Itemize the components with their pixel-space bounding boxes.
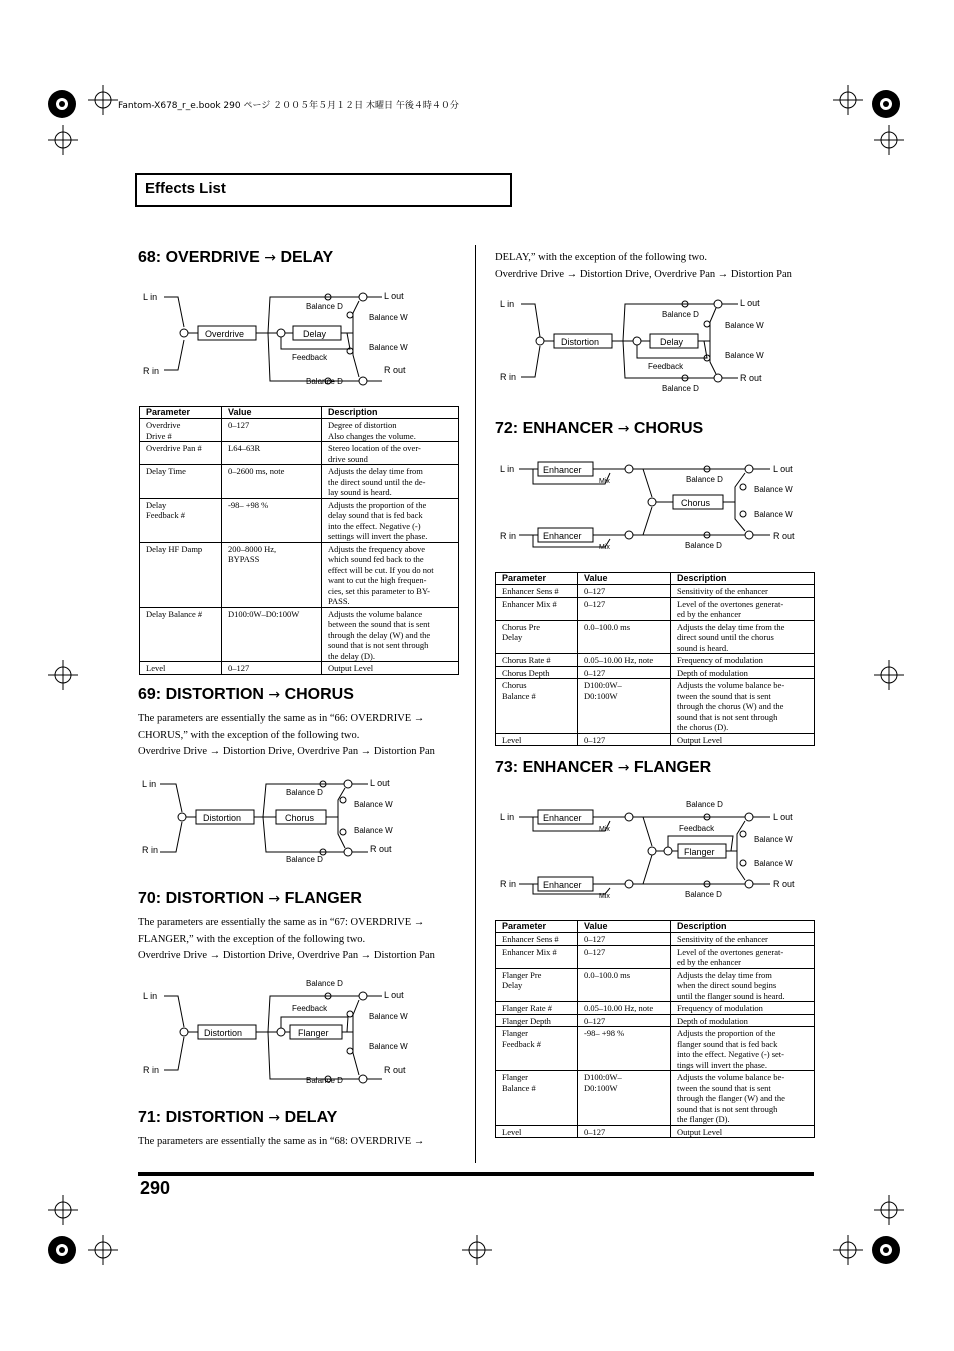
description-cell: Adjusts the frequency above which sound fed back to the effect will be cut. If you do not want to cut the high frequen- cies, set this parameter to BY- PASS.	[322, 542, 459, 607]
table-row	[496, 679, 815, 734]
diagram-label: Feedback	[292, 353, 328, 362]
diagram-label: L in	[500, 299, 515, 309]
param-cell: Flanger Balance #	[496, 1071, 578, 1126]
diagram-label: L out	[384, 990, 404, 1000]
table-row	[140, 662, 459, 675]
crosshair-mark	[833, 1235, 863, 1265]
parameter-table-68	[139, 406, 459, 675]
crosshair-mark	[462, 1235, 492, 1265]
diagram-label: Mix	[599, 893, 610, 900]
table-row	[140, 419, 459, 442]
param-cell: Enhancer Sens #	[496, 585, 578, 598]
param-cell: Delay Balance #	[140, 607, 222, 662]
description-cell: Depth of modulation	[671, 1014, 815, 1027]
crosshair-mark	[88, 85, 118, 115]
diagram-label: L in	[143, 292, 158, 302]
value-cell: 0–127	[222, 419, 322, 442]
param-cell: Level	[140, 662, 222, 675]
file-header-line: Fantom-X678_r_e.book 290 ページ ２００５年５月１２日 木曜日 午後４時４０分	[118, 101, 459, 111]
param-cell: Chorus Balance #	[496, 679, 578, 734]
diagram-label: Balance W	[369, 1042, 408, 1051]
column-header: Parameter	[496, 921, 578, 933]
crosshair-mark	[874, 125, 904, 155]
column-header: Value	[578, 921, 671, 933]
diagram-block: Flanger	[298, 1028, 329, 1038]
description-cell: Sensitivity of the enhancer	[671, 585, 815, 598]
diagram-label: Balance D	[306, 1076, 343, 1085]
value-cell: 0–127	[578, 1014, 671, 1027]
diagram-label: R out	[384, 1065, 406, 1075]
table-row	[496, 597, 815, 620]
diagram-block: Enhancer	[543, 465, 582, 475]
diagram-label: Balance W	[369, 343, 408, 352]
diagram-label: Balance W	[369, 1012, 408, 1021]
diagram-label: Balance W	[754, 485, 793, 494]
table-row	[140, 465, 459, 499]
description-cell: Adjusts the proportion of the delay sound that is fed back into the effect. Negative (-) settings will invert the phase.	[322, 498, 459, 542]
diagram-label: Balance W	[354, 826, 393, 835]
diagram-label: Balance D	[286, 855, 323, 864]
heading-68: 68: OVERDRIVE → DELAY	[138, 249, 334, 266]
paragraph: Overdrive Drive → Distortion Drive, Overdrive Pan → Distortion Pan	[138, 950, 435, 961]
diagram-label: L in	[500, 464, 515, 474]
value-cell: L64–63R	[222, 442, 322, 465]
param-cell: Flanger Depth	[496, 1014, 578, 1027]
table-row	[140, 542, 459, 607]
diagram-label: R out	[740, 373, 762, 383]
diagram-label: L in	[500, 812, 515, 822]
registration-mark-top-right	[866, 80, 906, 125]
heading-72: 72: ENHANCER → CHORUS	[495, 420, 704, 437]
footer-rule	[138, 1172, 814, 1176]
column-header: Parameter	[140, 407, 222, 419]
description-cell: Adjusts the volume balance between the sound that is sent through the delay (W) and the sound that is not sent through the delay (D).	[322, 607, 459, 662]
diagram-label: L out	[773, 464, 793, 474]
param-cell: Delay HF Damp	[140, 542, 222, 607]
paragraph: The parameters are essentially the same as in “68: OVERDRIVE →	[138, 1136, 425, 1147]
diagram-block: Enhancer	[543, 531, 582, 541]
param-cell: Overdrive Pan #	[140, 442, 222, 465]
paragraph: The parameters are essentially the same as in “67: OVERDRIVE → FLANGER,” with the exception of the following two.	[138, 917, 425, 945]
value-cell: 0.0–100.0 ms	[578, 620, 671, 654]
diagram-block: Chorus	[285, 813, 315, 823]
diagram-label: L out	[740, 298, 760, 308]
param-cell: Level	[496, 733, 578, 746]
table-row	[140, 498, 459, 542]
heading-69: 69: DISTORTION → CHORUS	[138, 686, 354, 703]
parameter-table-73	[495, 920, 815, 1138]
table-row	[140, 607, 459, 662]
column-header: Description	[322, 407, 459, 419]
diagram-label: R out	[773, 531, 795, 541]
description-cell: Adjusts the volume balance be- tween the sound that is sent through the flanger (W) and the sound that is not sent through the flanger (D).	[671, 1071, 815, 1126]
description-cell: Output Level	[671, 733, 815, 746]
value-cell: -98– +98 %	[222, 498, 322, 542]
value-cell: 0–127	[578, 733, 671, 746]
column-header: Description	[671, 921, 815, 933]
description-cell: Adjusts the delay time from when the direct sound begins until the flanger sound is heard.	[671, 968, 815, 1002]
diagram-label: Balance D	[306, 302, 343, 311]
param-cell: Delay Feedback #	[140, 498, 222, 542]
diagram-label: R in	[142, 845, 159, 855]
description-cell: Level of the overtones generat- ed by the enhancer	[671, 945, 815, 968]
description-cell: Degree of distortion Also changes the volume.	[322, 419, 459, 442]
value-cell: 0–127	[222, 662, 322, 675]
registration-mark-bottom-left	[40, 1228, 80, 1273]
paragraph: Overdrive Drive → Distortion Drive, Overdrive Pan → Distortion Pan	[138, 746, 435, 757]
diagram-label: R out	[370, 844, 392, 854]
table-row	[496, 968, 815, 1002]
param-cell: Chorus Pre Delay	[496, 620, 578, 654]
heading-73: 73: ENHANCER → FLANGER	[495, 759, 712, 776]
diagram-label: R out	[773, 879, 795, 889]
crosshair-mark	[48, 660, 78, 690]
value-cell: D100:0W–D0:100W	[222, 607, 322, 662]
diagram-label: Mix	[599, 544, 610, 551]
diagram-label: Balance D	[685, 541, 722, 550]
paragraph: Overdrive Drive → Distortion Drive, Overdrive Pan → Distortion Pan	[495, 269, 792, 280]
diagram-71	[495, 292, 785, 397]
value-cell: 0.0–100.0 ms	[578, 968, 671, 1002]
diagram-label: Feedback	[648, 362, 684, 371]
value-cell: -98– +98 %	[578, 1027, 671, 1071]
diagram-label: Balance D	[306, 377, 343, 386]
diagram-label: Balance W	[754, 510, 793, 519]
diagram-label: R in	[500, 879, 517, 889]
table-header-row	[140, 407, 459, 419]
param-cell: Flanger Pre Delay	[496, 968, 578, 1002]
diagram-label: R in	[143, 1065, 160, 1075]
value-cell: 0.05–10.00 Hz, note	[578, 1002, 671, 1015]
value-cell: D100:0W– D0:100W	[578, 679, 671, 734]
diagram-73	[495, 796, 805, 904]
diagram-label: R in	[500, 372, 517, 382]
diagram-label: L out	[370, 778, 390, 788]
diagram-label: Feedback	[679, 824, 715, 833]
param-cell: Chorus Depth	[496, 666, 578, 679]
section-title: Effects List	[145, 180, 226, 197]
diagram-label: Balance W	[354, 800, 393, 809]
table-header-row	[496, 921, 815, 933]
diagram-label: L out	[773, 812, 793, 822]
value-cell: 0–127	[578, 945, 671, 968]
diagram-label: Balance D	[662, 384, 699, 393]
value-cell: D100:0W– D0:100W	[578, 1071, 671, 1126]
diagram-label: Balance W	[754, 835, 793, 844]
diagram-72	[495, 457, 805, 557]
param-cell: Chorus Rate #	[496, 654, 578, 667]
table-row	[496, 933, 815, 946]
diagram-label: Balance D	[686, 800, 723, 809]
diagram-label: Balance D	[306, 979, 343, 988]
table-row	[496, 945, 815, 968]
diagram-label: R in	[500, 531, 517, 541]
crosshair-mark	[48, 125, 78, 155]
crosshair-mark	[88, 1235, 118, 1265]
param-cell: Delay Time	[140, 465, 222, 499]
table-row	[496, 733, 815, 746]
table-row	[140, 442, 459, 465]
crosshair-mark	[874, 1195, 904, 1225]
value-cell: 0–127	[578, 933, 671, 946]
parameter-table-72	[495, 572, 815, 746]
description-cell: Output Level	[671, 1125, 815, 1138]
diagram-block: Flanger	[684, 847, 715, 857]
table-row	[496, 654, 815, 667]
param-cell: Enhancer Mix #	[496, 597, 578, 620]
param-cell: Flanger Feedback #	[496, 1027, 578, 1071]
table-row	[496, 666, 815, 679]
value-cell: 0–127	[578, 1125, 671, 1138]
diagram-label: Balance W	[369, 313, 408, 322]
diagram-label: Mix	[599, 826, 610, 833]
diagram-label: Balance D	[685, 890, 722, 899]
value-cell: 0–127	[578, 666, 671, 679]
diagram-label: L in	[143, 991, 158, 1001]
page-number: 290	[140, 1178, 171, 1198]
column-header: Value	[222, 407, 322, 419]
heading-71: 71: DISTORTION → DELAY	[138, 1109, 338, 1126]
diagram-block: Overdrive	[205, 329, 245, 339]
description-cell: Adjusts the proportion of the flanger sound that is fed back into the effect. Negative (-) set- tings will invert the phase.	[671, 1027, 815, 1071]
column-divider	[475, 245, 476, 1163]
paragraph: The parameters are essentially the same as in “66: OVERDRIVE → CHORUS,” with the exception of the following two.	[138, 713, 425, 741]
diagram-label: Mix	[599, 478, 610, 485]
column-header: Description	[671, 573, 815, 585]
paragraph: DELAY,” with the exception of the following two.	[495, 252, 708, 263]
diagram-69	[138, 772, 428, 867]
diagram-68	[138, 285, 428, 390]
diagram-label: Balance W	[725, 351, 764, 360]
param-cell: Enhancer Mix #	[496, 945, 578, 968]
description-cell: Level of the overtones generat- ed by the enhancer	[671, 597, 815, 620]
description-cell: Stereo location of the over- drive sound	[322, 442, 459, 465]
param-cell: Flanger Rate #	[496, 1002, 578, 1015]
diagram-block: Delay	[303, 329, 327, 339]
diagram-label: Balance D	[286, 788, 323, 797]
column-header: Value	[578, 573, 671, 585]
crosshair-mark	[833, 85, 863, 115]
diagram-block: Delay	[660, 337, 684, 347]
table-row	[496, 585, 815, 598]
description-cell: Adjusts the volume balance be- tween the sound that is sent through the chorus (W) and the sound that is not sent through the chorus (D).	[671, 679, 815, 734]
table-row	[496, 1014, 815, 1027]
heading-70: 70: DISTORTION → FLANGER	[138, 890, 362, 907]
diagram-label: Balance W	[754, 859, 793, 868]
diagram-label: Balance D	[686, 475, 723, 484]
table-row	[496, 1071, 815, 1126]
column-header: Parameter	[496, 573, 578, 585]
table-row	[496, 620, 815, 654]
param-cell: Overdrive Drive #	[140, 419, 222, 442]
description-cell: Adjusts the delay time from the direct sound until the chorus sound is heard.	[671, 620, 815, 654]
registration-mark-bottom-right	[866, 1228, 906, 1273]
param-cell: Enhancer Sens #	[496, 933, 578, 946]
value-cell: 0–127	[578, 585, 671, 598]
diagram-label: R in	[143, 366, 160, 376]
diagram-block: Distortion	[204, 1028, 243, 1038]
description-cell: Adjusts the delay time from the direct sound until the de- lay sound is heard.	[322, 465, 459, 499]
value-cell: 200–8000 Hz, BYPASS	[222, 542, 322, 607]
diagram-label: Balance W	[725, 321, 764, 330]
value-cell: 0.05–10.00 Hz, note	[578, 654, 671, 667]
diagram-label: L in	[142, 779, 157, 789]
crosshair-mark	[48, 1195, 78, 1225]
table-row	[496, 1027, 815, 1071]
description-cell: Output Level	[322, 662, 459, 675]
diagram-label: L out	[384, 291, 404, 301]
diagram-block: Distortion	[561, 337, 600, 347]
diagram-label: Balance D	[662, 310, 699, 319]
description-cell: Frequency of modulation	[671, 654, 815, 667]
description-cell: Frequency of modulation	[671, 1002, 815, 1015]
table-row	[496, 1002, 815, 1015]
diagram-70	[138, 975, 428, 1087]
description-cell: Sensitivity of the enhancer	[671, 933, 815, 946]
diagram-block: Distortion	[203, 813, 242, 823]
table-row	[496, 1125, 815, 1138]
diagram-block: Enhancer	[543, 880, 582, 890]
description-cell: Depth of modulation	[671, 666, 815, 679]
diagram-label: Feedback	[292, 1004, 328, 1013]
value-cell: 0–2600 ms, note	[222, 465, 322, 499]
table-header-row	[496, 573, 815, 585]
diagram-label: R out	[384, 365, 406, 375]
diagram-block: Enhancer	[543, 813, 582, 823]
value-cell: 0–127	[578, 597, 671, 620]
registration-mark-top-left	[40, 80, 80, 125]
crosshair-mark	[874, 660, 904, 690]
diagram-block: Chorus	[681, 498, 711, 508]
param-cell: Level	[496, 1125, 578, 1138]
